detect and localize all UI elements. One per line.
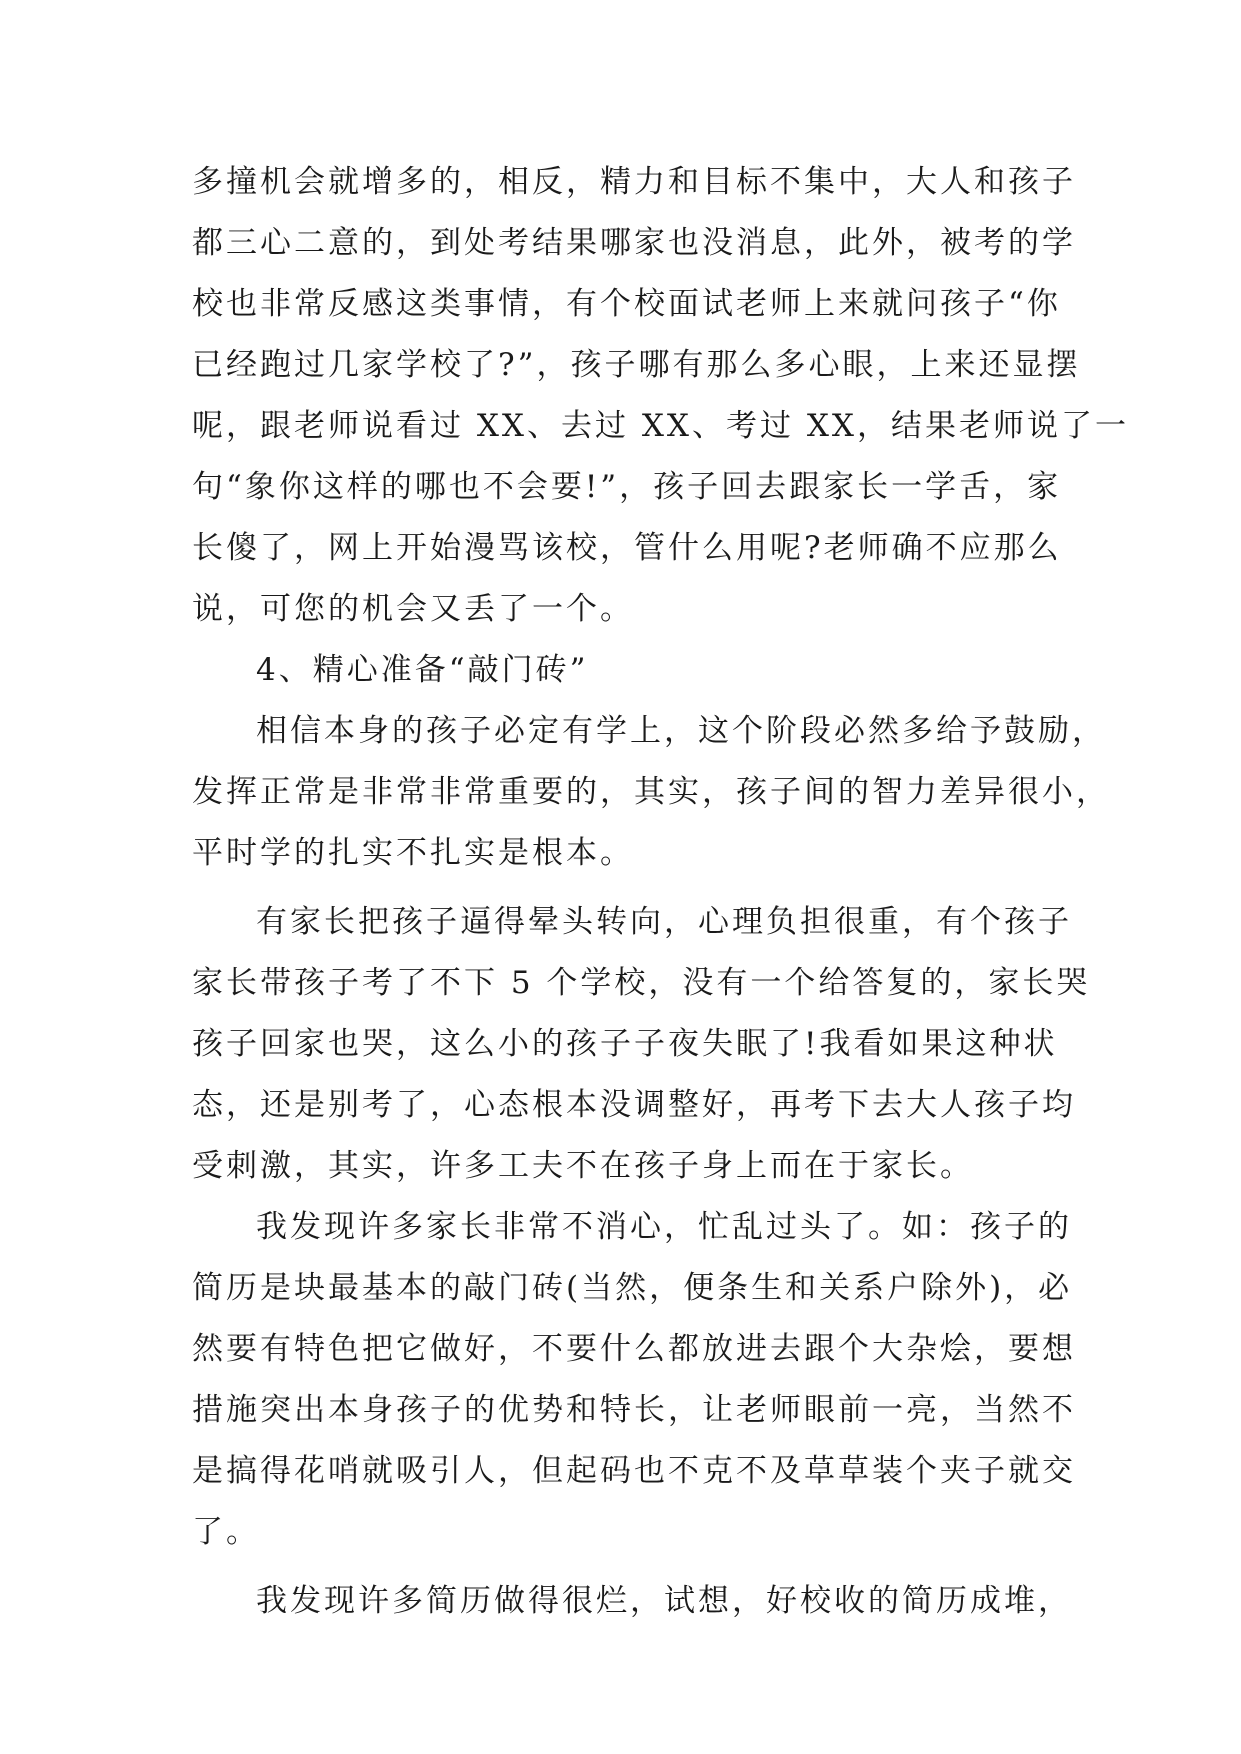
text-line: 多撞机会就增多的，相反，精力和目标不集中，大人和孩子	[192, 164, 1076, 200]
text-line: 孩子回家也哭，这么小的孩子子夜失眠了!我看如果这种状	[192, 1026, 1058, 1062]
text-line: 已经跑过几家学校了?”，孩子哪有那么多心眼，上来还显摆	[192, 347, 1081, 383]
section-heading: 4、精心准备“敲门砖”	[256, 652, 589, 688]
text-line: 是搞得花哨就吸引人，但起码也不克不及草草装个夹子就交	[192, 1453, 1076, 1489]
text-line: 我发现许多简历做得很烂，试想，好校收的简历成堆，	[256, 1583, 1072, 1619]
text-line: 措施突出本身孩子的优势和特长，让老师眼前一亮，当然不	[192, 1392, 1076, 1428]
text-line: 家长带孩子考了不下 5 个学校，没有一个给答复的，家长哭	[192, 965, 1091, 1001]
text-line: 有家长把孩子逼得晕头转向，心理负担很重，有个孩子	[256, 904, 1072, 940]
text-line: 说，可您的机会又丢了一个。	[192, 591, 634, 627]
text-line: 长傻了，网上开始漫骂该校，管什么用呢?老师确不应那么	[192, 530, 1062, 566]
text-line: 相信本身的孩子必定有学上，这个阶段必然多给予鼓励，	[256, 713, 1106, 749]
text-line: 然要有特色把它做好，不要什么都放进去跟个大杂烩，要想	[192, 1331, 1076, 1367]
text-line: 了。	[192, 1514, 260, 1550]
text-line: 受刺激，其实，许多工夫不在孩子身上而在于家长。	[192, 1148, 974, 1184]
text-line: 呢，跟老师说看过 XX、去过 XX、考过 XX，结果老师说了一	[192, 408, 1129, 444]
text-line: 简历是块最基本的敲门砖(当然，便条生和关系户除外)，必	[192, 1270, 1073, 1306]
text-line: 都三心二意的，到处考结果哪家也没消息，此外，被考的学	[192, 225, 1076, 261]
document-body	[192, 152, 1129, 1632]
text-line: 发挥正常是非常非常重要的，其实，孩子间的智力差异很小，	[192, 774, 1110, 810]
text-line: 句“象你这样的哪也不会要!”，孩子回去跟家长一学舌，家	[192, 469, 1062, 505]
text-line: 我发现许多家长非常不消心，忙乱过头了。如：孩子的	[256, 1209, 1072, 1245]
text-line: 平时学的扎实不扎实是根本。	[192, 835, 634, 871]
text-line: 态，还是别考了，心态根本没调整好，再考下去大人孩子均	[192, 1087, 1076, 1123]
text-line: 校也非常反感这类事情，有个校面试老师上来就问孩子“你	[192, 286, 1061, 322]
